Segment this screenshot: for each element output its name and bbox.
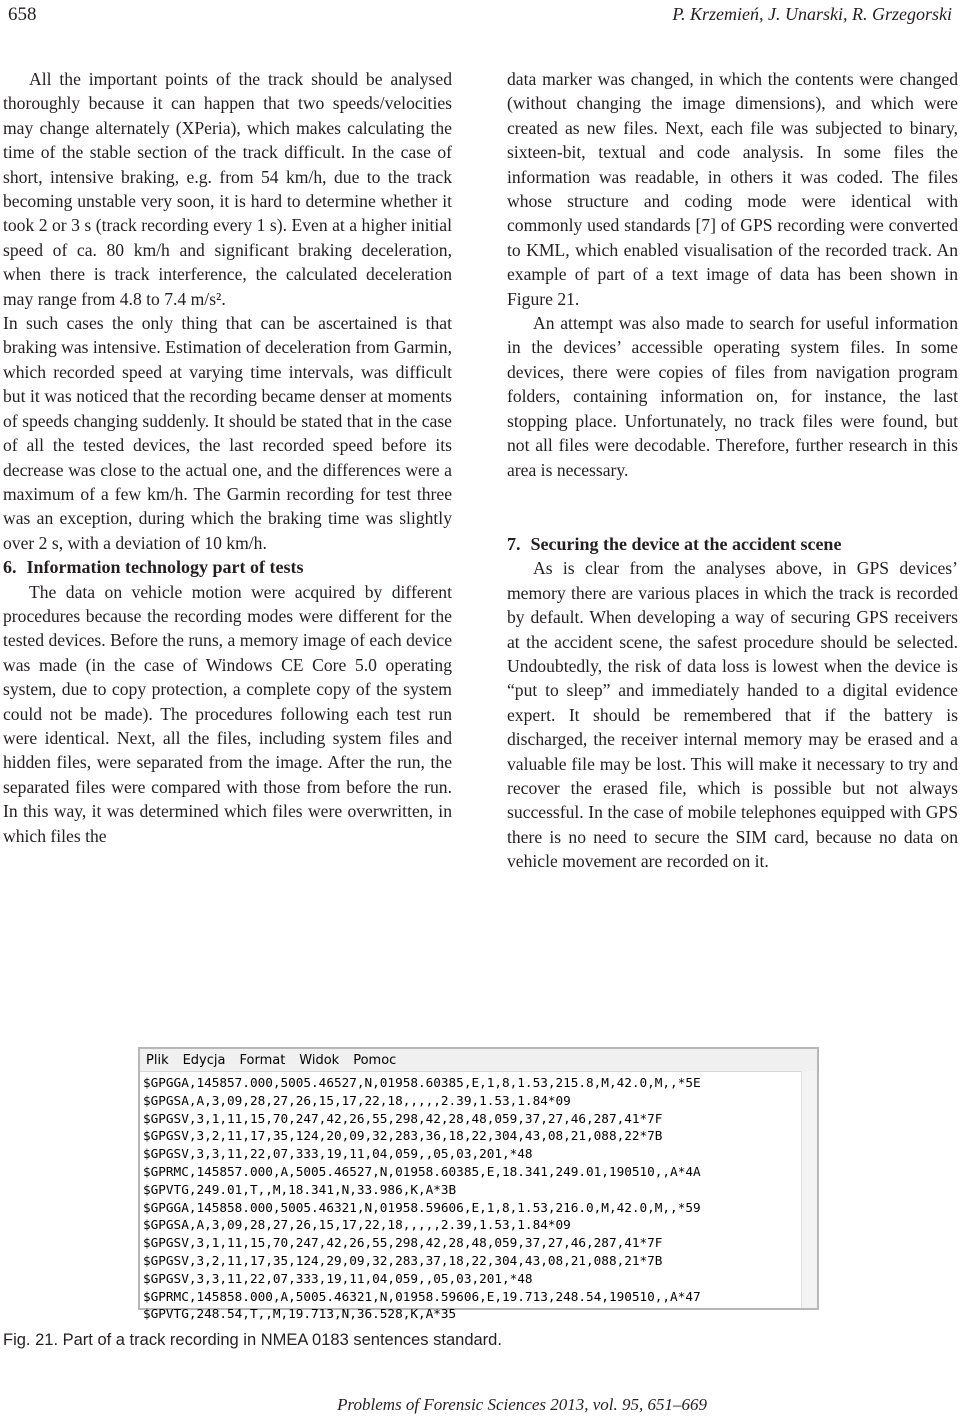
left-column [3,67,452,848]
section-title: Information technology part of tests [26,557,304,578]
nmea-text-area[interactable] [140,1072,817,1323]
footer-journal: Problems of Forensic Sciences 2013, vol. 95, 651–669 [337,1395,707,1414]
section-number: 7. [507,533,521,554]
nmea-line: $GPGSV,3,2,11,17,35,124,20,09,32,283,36,18,22,304,43,08,21,088,22*7B [143,1128,663,1144]
paragraph: The data on vehicle motion were acquired by different procedures because the recording modes were different for the tested devices. Before the runs, a memory image of each device was made (in the case of Windows CE Core 5.0 operating system, due to copy protection, a complete copy of the system could not be made). The procedures following each test run were identical. Next, all the files, including system files and hidden files, were separated from the image. After the run, the separated files were compared with those from before the run. In this way, it was determined which files were overwritten, in which files the [3,581,452,846]
paragraph: All the important points of the track should be analysed thoroughly because it can happen that two speeds/velocities may change alternately (XPeria), which makes calculating the time of the stable section of the track difficult. In the case of short, intensive braking, e.g. from 54 km/h, due to the track becoming unstable very soon, it is hard to determine whether it took 2 or 3 s (track recording every 1 s). Even at a higher initial speed of ca. 80 km/h and significant braking deceleration, when there is track interference, the calculated deceleration may range from 4.8 to 7.4 m/s². [3,69,452,309]
figure-notepad-window [138,1047,819,1322]
nmea-line: $GPGSV,3,3,11,22,07,333,19,11,04,059,,05,03,201,*48 [143,1146,533,1162]
running-head-authors: P. Krzemień, J. Unarski, R. Grzegorski [672,4,952,24]
nmea-line: $GPGSA,A,3,09,28,27,26,15,17,22,18,,,,,2.39,1.53,1.84*09 [143,1217,571,1233]
section-title: Securing the device at the accident scene [530,533,842,554]
nmea-line: $GPVTG,248.54,T,,M,19.713,N,36.528,K,A*35 [143,1306,457,1322]
vertical-scrollbar[interactable] [801,1071,817,1308]
nmea-line: $GPVTG,249.01,T,,M,18.341,N,33.986,K,A*3B [143,1181,457,1197]
section-number: 6. [3,557,17,578]
section-heading-7 [507,532,958,556]
nmea-line: $GPGSV,3,2,11,17,35,124,29,09,32,283,37,18,22,304,43,08,21,088,21*7B [143,1252,663,1268]
paragraph: data marker was changed, in which the contents were changed (without changing the image dimensions), and which were created as new files. Next, each file was subjected to binary, sixteen-bit, textual and code analysis. In some files the information was readable, in others it was coded. The files whose structure and coding mode were identical with commonly used standards [7] of GPS recording were converted to KML, which enabled visualisation of the recorded track. An example of part of a text image of data has been shown in Figure 21. [507,69,958,309]
figure-caption: Fig. 21. Part of a track recording in NMEA 0183 sentences standard. [3,1331,502,1349]
menu-item-pomoc[interactable]: Pomoc [353,1052,397,1068]
menu-item-edycja[interactable]: Edycja [182,1052,226,1068]
nmea-line: $GPGSV,3,3,11,22,07,333,19,11,04,059,,05,03,201,*48 [143,1270,533,1286]
nmea-line: $GPGGA,145857.000,5005.46527,N,01958.60385,E,1,8,1.53,215.8,M,42.0,M,,*5E [143,1075,701,1090]
menu-item-format[interactable]: Format [239,1052,286,1068]
page-number: 658 [8,4,37,25]
menu-bar [140,1049,817,1072]
right-column [507,67,958,874]
nmea-line: $GPRMC,145858.000,A,5005.46321,N,01958.59606,E,19.713,248.54,190510,,A*47 [143,1288,701,1304]
nmea-line: $GPGSV,3,1,11,15,70,247,42,26,55,298,42,28,48,059,37,27,46,287,41*7F [143,1235,663,1251]
nmea-line: $GPGSV,3,1,11,15,70,247,42,26,55,298,42,28,48,059,37,27,46,287,41*7F [143,1110,663,1126]
nmea-line: $GPGSA,A,3,09,28,27,26,15,17,22,18,,,,,2.39,1.53,1.84*09 [143,1092,571,1108]
paragraph: An attempt was also made to search for useful information in the devices’ accessible operating system files. In some devices, there were copies of files from navigation program folders, containing information on, for instance, the last stopping place. Unfortunately, no track files were found, but not all files were decodable. Therefore, further research in this area is necessary. [507,313,958,480]
menu-item-plik[interactable]: Plik [146,1052,169,1068]
nmea-line: $GPRMC,145857.000,A,5005.46527,N,01958.60385,E,18.341,249.01,190510,,A*4A [143,1163,701,1179]
menu-item-widok[interactable]: Widok [299,1052,340,1068]
paragraph: As is clear from the analyses above, in GPS devices’ memory there are various places in which the track is recorded by default. When developing a way of securing GPS receivers at the accident scene, the safest procedure should be selected. Undoubtedly, the risk of data loss is lowest when the device is “put to sleep” and immediately handed to a digital evidence expert. It should be remembered that if the battery is discharged, the receiver internal memory may be erased and a valuable file may be lost. This will make it necessary to try and recover the erased file, which is possible but not always successful. In the case of mobile telephones equipped with GPS there is no need to secure the SIM card, because no data on vehicle movement are recorded on it. [507,558,958,872]
section-heading-6 [3,555,452,579]
nmea-line: $GPGGA,145858.000,5005.46321,N,01958.59606,E,1,8,1.53,216.0,M,42.0,M,,*59 [143,1199,701,1215]
paragraph: In such cases the only thing that can be ascertained is that braking was intensive. Estimation of deceleration from Garmin, which recorded speed at varying time intervals, was difficult but it was noticed that the recording became denser at moments of speeds changing suddenly. It should be stated that in the case of all the tested devices, the last recorded speed before its decrease was close to the actual one, and the differences were a maximum of a few km/h. The Garmin recording for test three was an exception, during which the braking time was slightly over 2 s, with a deviation of 10 km/h. [3,313,453,553]
